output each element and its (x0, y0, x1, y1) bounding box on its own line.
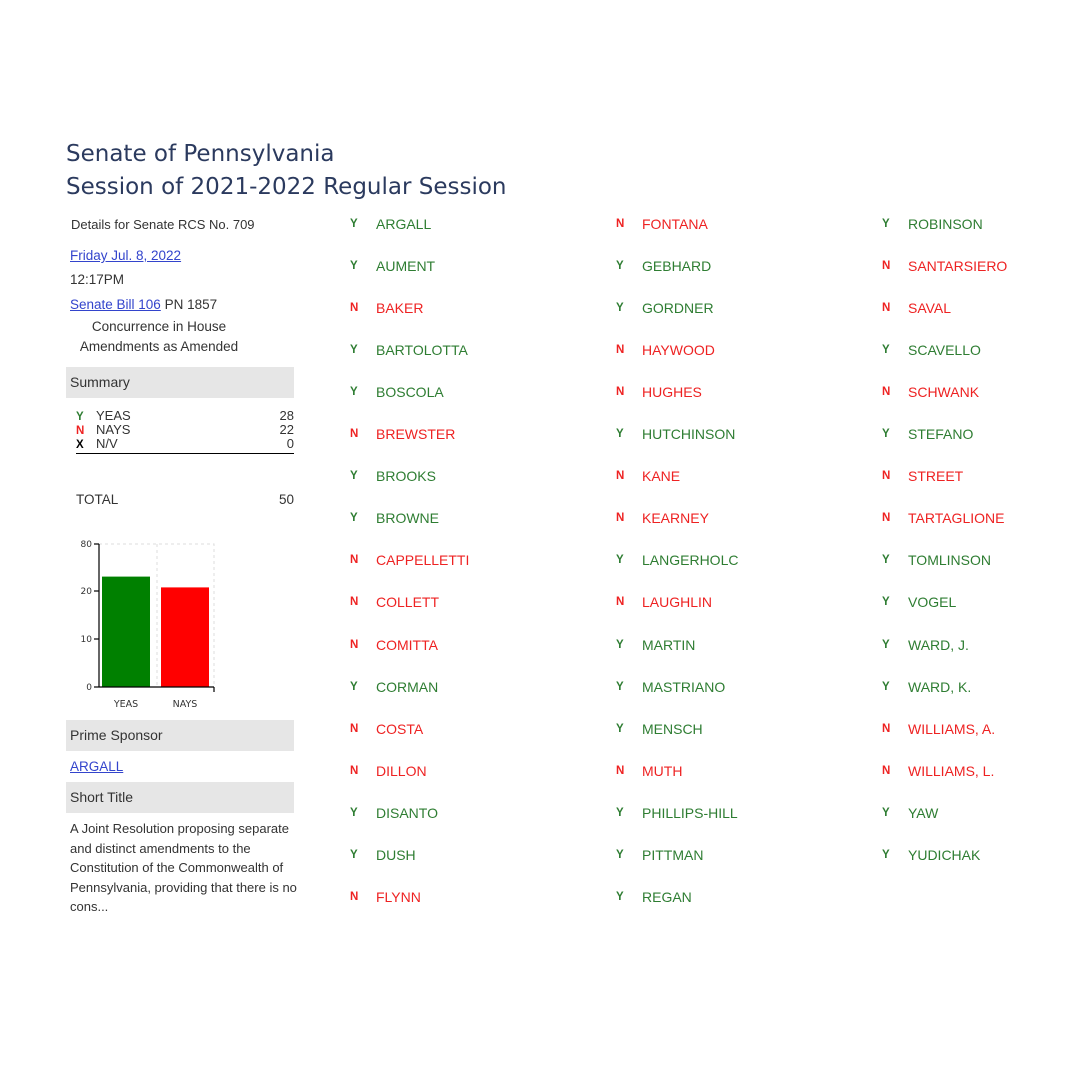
chart-bar-nays (161, 587, 209, 687)
vote-code: Y (350, 344, 358, 357)
vote-code: N (616, 764, 625, 777)
senator-name: BROWNE (376, 510, 439, 527)
chart-y-tick-label: 10 (80, 635, 92, 645)
vote-code: Y (350, 218, 358, 230)
senator-name: MENSCH (642, 720, 703, 737)
vote-code: Y (882, 428, 890, 441)
page-title (66, 138, 507, 204)
title-line-2: Session of 2021-2022 Regular Session (66, 174, 507, 200)
vote-code: N (616, 344, 625, 357)
senator-name: ARGALL (376, 216, 432, 232)
vote-code: N (882, 764, 891, 777)
senator-name: DILLON (376, 762, 427, 779)
summary-heading: Summary (66, 367, 294, 398)
details-heading: Details for Senate RCS No. 709 (71, 217, 255, 232)
short-title-text: A Joint Resolution proposing separate and distinct amendments to the Constitution of the Commonwealth of Pennsylvania, providing that there is no cons... (70, 821, 297, 914)
summary-row-nv (76, 437, 294, 454)
nays-label: NAYS (96, 422, 131, 437)
vote-code: Y (616, 260, 624, 273)
senator-name: YAW (908, 804, 939, 821)
senator-name: GEBHARD (642, 258, 712, 275)
senator-name: BARTOLOTTA (376, 342, 468, 359)
vote-code: N (616, 512, 625, 525)
vote-code: Y (616, 722, 624, 735)
senator-name: BROOKS (376, 468, 436, 485)
vote-code: N (350, 428, 359, 441)
senator-name: KEARNEY (642, 510, 709, 527)
senator-name: TARTAGLIONE (908, 510, 1005, 527)
senator-name: FLYNN (376, 888, 421, 905)
senator-name: SANTARSIERO (908, 258, 1008, 275)
senator-name: MUTH (642, 762, 683, 779)
senator-name: WARD, K. (908, 678, 972, 695)
senator-name: BREWSTER (376, 426, 456, 443)
vote-date-link[interactable]: Friday Jul. 8, 2022 (70, 248, 182, 263)
nv-count: 0 (286, 436, 294, 451)
vote-code: N (350, 638, 359, 651)
nay-code: N (76, 425, 85, 437)
senator-name: LANGERHOLC (642, 552, 739, 569)
vote-code: N (616, 218, 625, 230)
vote-code: Y (350, 260, 358, 273)
senator-name: COSTA (376, 720, 424, 737)
senator-name: HUGHES (642, 384, 702, 401)
senator-name: COMITTA (376, 636, 438, 653)
bill-line (70, 297, 217, 312)
vote-code: N (616, 386, 625, 399)
vote-code: N (882, 722, 891, 735)
vote-code: N (616, 470, 625, 483)
chart-y-tick-label: 20 (80, 587, 92, 597)
senator-name: SCAVELLO (908, 342, 981, 359)
vote-code: Y (882, 344, 890, 357)
senator-name: LAUGHLIN (642, 594, 713, 611)
vote-code: N (350, 596, 359, 609)
yeas-count: 28 (279, 408, 294, 423)
yea-code: Y (76, 411, 84, 423)
senator-name: REGAN (642, 888, 692, 905)
senator-name: PHILLIPS-HILL (642, 804, 738, 821)
summary-row-nays (76, 423, 294, 437)
vote-code: Y (350, 806, 358, 819)
chart-y-tick-label: 0 (86, 683, 92, 693)
prime-sponsor-link[interactable]: ARGALL (70, 759, 124, 774)
summary-row-yeas (76, 409, 294, 423)
chart-category-label: YEAS (113, 699, 139, 710)
senator-name: WILLIAMS, A. (908, 720, 996, 737)
senator-name: AUMENT (376, 258, 436, 275)
vote-code: N (616, 596, 625, 609)
summary-total-row (76, 492, 294, 507)
vote-code: Y (882, 554, 890, 567)
vote-code: Y (616, 890, 624, 903)
nays-count: 22 (279, 422, 294, 437)
senator-name: BAKER (376, 300, 424, 317)
bill-link[interactable]: Senate Bill 106 (70, 297, 161, 312)
senator-name: FONTANA (642, 216, 708, 232)
senator-name: BOSCOLA (376, 384, 444, 401)
vote-code: N (350, 722, 359, 735)
vote-code: Y (616, 806, 624, 819)
vote-code: Y (882, 638, 890, 651)
chart-bar-yeas (102, 577, 150, 687)
prime-sponsor-heading: Prime Sponsor (66, 720, 294, 751)
chart-category-label: NAYS (172, 699, 198, 710)
senator-name: CAPPELLETTI (376, 552, 470, 569)
senator-name: GORDNER (642, 300, 714, 317)
chart-y-tick-label: 80 (80, 540, 92, 550)
short-title-heading: Short Title (66, 782, 294, 813)
vote-code: N (882, 512, 891, 525)
vote-code: Y (350, 512, 358, 525)
senator-name: STEFANO (908, 426, 974, 443)
vote-code: Y (882, 218, 890, 230)
vote-code: N (350, 554, 359, 567)
senator-name: MARTIN (642, 636, 696, 653)
vote-code: N (882, 260, 891, 273)
vote-code: Y (350, 386, 358, 399)
senator-name: ROBINSON (908, 216, 983, 232)
senator-name: VOGEL (908, 594, 957, 611)
vote-code: N (350, 764, 359, 777)
title-line-1: Senate of Pennsylvania (66, 141, 335, 167)
vote-code: Y (616, 428, 624, 441)
senator-name: YUDICHAK (908, 846, 981, 863)
vote-code: Y (616, 680, 624, 693)
vote-code: N (882, 470, 891, 483)
senator-name: CORMAN (376, 678, 439, 695)
vote-code: Y (616, 638, 624, 651)
senator-name: KANE (642, 468, 681, 485)
senator-name: COLLETT (376, 594, 440, 611)
senator-name: SCHWANK (908, 384, 980, 401)
senator-name: PITTMAN (642, 846, 704, 863)
total-label: TOTAL (76, 492, 119, 507)
vote-code: Y (616, 848, 624, 861)
senator-name: MASTRIANO (642, 678, 726, 695)
senator-name: WILLIAMS, L. (908, 762, 995, 779)
senator-name: DUSH (376, 846, 416, 863)
vote-time: 12:17PM (70, 272, 125, 287)
nv-code: X (76, 439, 84, 451)
senator-name: WARD, J. (908, 636, 969, 653)
vote-description: Concurrence in House Amendments as Amended (79, 319, 239, 354)
senator-name: TOMLINSON (908, 552, 991, 569)
vote-code: Y (882, 848, 890, 861)
senator-name: HAYWOOD (642, 342, 715, 359)
vote-code: Y (616, 302, 624, 315)
summary-table (76, 409, 294, 454)
vote-code: N (350, 890, 359, 903)
vote-code: Y (882, 596, 890, 609)
vote-code: Y (616, 554, 624, 567)
vote-code: Y (350, 848, 358, 861)
printer-number: PN 1857 (164, 297, 218, 312)
vote-code: N (882, 302, 891, 315)
vote-code: N (882, 386, 891, 399)
vote-code: Y (882, 806, 890, 819)
vote-code: Y (350, 680, 358, 693)
vote-code: Y (350, 470, 358, 483)
senator-name: SAVAL (908, 300, 952, 317)
nv-label: N/V (96, 436, 118, 451)
senator-name: DISANTO (376, 804, 438, 821)
senator-name: STREET (908, 468, 964, 485)
senator-name: HUTCHINSON (642, 426, 736, 443)
vote-bar-chart (74, 537, 224, 712)
vote-code: N (350, 302, 359, 315)
total-count: 50 (278, 492, 294, 507)
vote-code: Y (882, 680, 890, 693)
yeas-label: YEAS (96, 408, 131, 423)
